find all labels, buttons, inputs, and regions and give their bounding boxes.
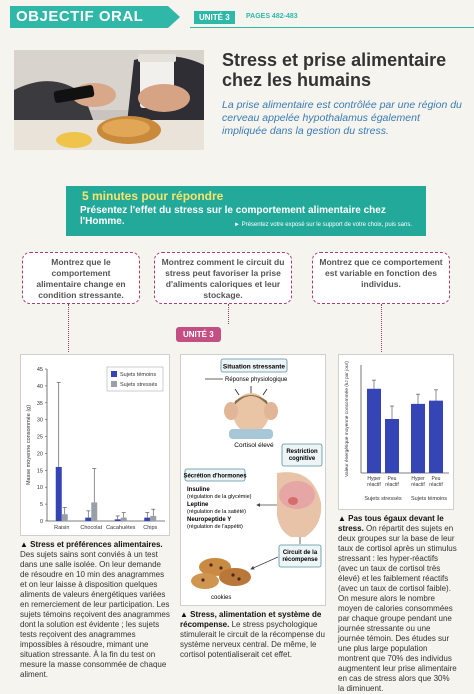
page-title [222,50,462,90]
connector-arrow-2 [228,304,229,324]
bar-temoins [115,519,121,521]
chart-panel-1 [20,354,170,536]
y-tick-label: 20 [36,451,43,458]
diagram-restriction: Restriction cognitive [286,449,318,462]
y-tick-label: 15 [36,468,43,475]
bar [411,404,425,473]
diagram-insuline-role: (régulation de la glycémie) [187,494,252,500]
bar [367,389,381,473]
bar [429,401,443,473]
page-header [0,6,474,28]
y-tick-label: 5 [39,502,43,509]
caption-1-title: ▲ Stress et préférences alimentaires. [20,540,163,549]
header-rule [190,27,474,28]
diagram-panel [180,354,326,606]
legend-swatch [111,381,117,387]
diagram-insuline: Insuline [187,487,210,493]
y-tick-label: 10 [36,485,43,492]
diagram-neuropeptide: Neuropeptide Y [187,517,232,523]
diagram-leptine: Leptine [187,502,209,508]
question-bubble-3: Montrez que ce comportement est variable en fonction des individus. [312,252,450,304]
question-bubble-1: Montrez que le comportement alimentaire change en condition stressante. [22,252,140,304]
title-line-1: Stress et prise alimentaire [222,50,447,70]
mission-title: 5 minutes pour répondre [82,189,224,203]
diagram-cookies: cookies [211,595,232,601]
question-bubble-2: Montrez comment le circuit du stress peut favoriser la prise d'aliments caloriques et leur stockage. [154,252,292,304]
diagram-reponse: Réponse physiologique [225,377,288,383]
y-tick-label: 30 [36,417,43,424]
x-tick-label: Hyper réactif [367,476,381,488]
mission-banner [66,186,426,236]
x-tick-label: Hyper réactif [411,476,425,488]
mission-note: ► Présentez votre exposé sur le support de votre choix, puis sans. [233,222,412,228]
connector-arrow-1 [68,304,69,352]
y-tick-label: 45 [36,367,43,373]
group-label: Sujets stressés [364,496,402,502]
bar-stresses [121,518,127,521]
caption-1-text: Des sujets sains sont conviés à un test dans une salle isolée. On leur demande de résoudre en 10 min des anagrammes et on leur laisse à disposition quelques aliments de valeurs énergétiques variées en remerciement de leur participation. Les sujets témoins reçoivent des anagrammes dont la solution est évidente ; les sujets tests reçoivent des anagrammes impossibles à résoudre, mimant une situation stressante. À la fin du test on mesure la masse consommée de chaque aliment. [20,550,170,679]
stress-eating-photo [14,50,204,150]
caption-3-text: On répartit des sujets en deux groupes sur la base de leur taux de cortisol après un stimulus stressant : les hyper-réactifs (avec un taux de cortisol très élevé) et les faiblement réactifs (avec un taux de cortisol faible). On mesure alors le nombre moyen de calories consommées par chaque groupe pendant une journée stressante ou une journée témoin. Des études sur une plus large population montrent que 70% des individus augmentent leur prise alimentaire en cas de stress alors que 30% la diminuent. [338,524,457,693]
caption-2-text: Le stress psychologique stimulerait le circuit de la récompense du système nerveux central. De même, le cortisol potentialiserait cet effet. [180,620,325,659]
stressed-person-illustration [224,386,278,439]
legend-label: Sujets stressés [120,382,158,388]
caption-3 [338,514,458,694]
bar-stresses [62,514,68,521]
bar-temoins [56,467,62,521]
chart-panel-2 [338,354,454,510]
mission-task: Présentez l'effet du stress sur le comportement alimentaire chez l'Homme. [80,205,386,227]
title-line-2: chez les humains [222,70,372,90]
connector-arrow-3 [381,304,382,352]
pages-reference: PAGES 482-483 [246,13,298,20]
caption-2-title: ▲ Stress, alimentation et système de récompense. [180,610,322,629]
y-tick-label: 40 [36,383,43,390]
y-axis-label: Masse moyenne consommée (g) [26,404,32,486]
x-tick-label: Raisin [54,525,70,531]
diagram-cortisol: Cortisol élevé [234,442,274,449]
y-tick-label: 35 [36,400,43,407]
intro-text: La prise alimentaire est contrôlée par une région du cerveau appelée hypothalamus également impliquée dans la gestion du stress. [222,99,462,137]
section-tag: OBJECTIF ORAL [10,6,168,28]
diagram-situation: Situation stressante [222,363,286,371]
bar-temoins [85,518,91,521]
diagram-neuropeptide-role: (régulation de l'appétit) [187,524,243,530]
cookies-illustration [191,558,251,589]
unit-badge: UNITÉ 3 [176,327,221,342]
bar-temoins [144,518,150,521]
diagram-secretion: Sécrétion d'hormones [183,473,247,480]
caption-2 [180,610,328,660]
x-tick-label: Peu réactif [385,476,399,488]
brain-illustration [277,472,321,537]
x-tick-label: Cacahuètes [106,525,136,531]
bar-stresses [150,516,156,521]
x-tick-label: Chips [143,525,158,531]
caption-1 [20,540,172,680]
bar [385,419,399,473]
group-label: Sujets témoins [410,496,448,502]
y-tick-label: 25 [36,434,43,441]
x-tick-label: Chocolat [80,525,103,531]
diagram-circuit: Circuit de la récompense [282,550,318,563]
diagram-leptine-role: (régulation de la satiété) [187,509,247,515]
legend-label: Sujets témoins [120,372,157,378]
bar-stresses [91,502,97,521]
food-preference-chart [21,355,171,537]
y-tick-label: 0 [39,519,43,525]
x-tick-label: Peu réactif [429,476,443,488]
unit-label: UNITÉ 3 [194,11,235,24]
energy-intake-chart [339,355,455,511]
caption-3-title: ▲ Pas tous égaux devant le stress. [338,514,444,533]
legend-swatch [111,371,117,377]
y-axis-label: Valeur énergétique moyenne consommée (kJ par jour) [345,361,350,477]
